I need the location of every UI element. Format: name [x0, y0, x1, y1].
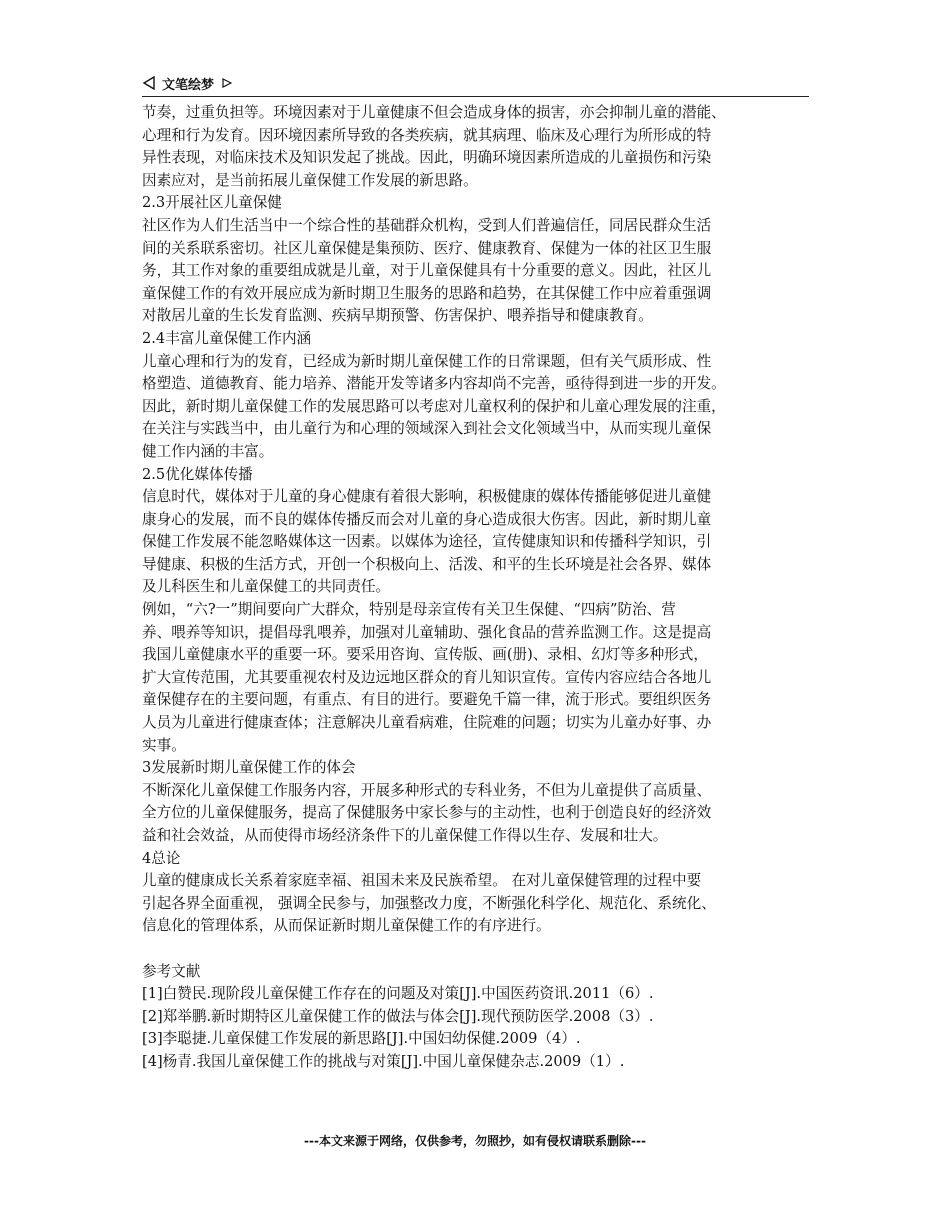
text-line: 不断深化儿童保健工作服务内容，开展多种形式的专科业务，不但为儿童提供了高质量、: [142, 781, 712, 799]
text-line: 引起各界全面重视， 强调全民参与，加强整改力度，不断强化科学化、规范化、系统化、: [142, 894, 716, 912]
text-line: 康身心的发展，而不良的媒体传播反而会对儿童的身心造成很大伤害。因此，新时期儿童: [142, 510, 712, 528]
text-line: 全方位的儿童保健服务，提高了保健服务中家长参与的主动性，也利于创造良好的经济效: [142, 804, 712, 822]
text-line: 因此，新时期儿童保健工作的发展思路可以考虑对儿童权利的保护和儿童心理发展的注重，: [142, 397, 726, 415]
references-heading: 参考文献: [142, 962, 201, 980]
section-heading: 2.5优化媒体传播: [142, 465, 253, 483]
section-heading: 2.3开展社区儿童保健: [142, 194, 282, 212]
text-line: 童保健存在的主要问题，有重点、有目的进行。要避免千篇一律，流于形式。要组织医务: [142, 691, 712, 709]
text-line: 间的关系联系密切。社区儿童保健是集预防、医疗、健康教育、保健为一体的社区卫生服: [142, 239, 712, 257]
section-heading: 2.4丰富儿童保健工作内涵: [142, 329, 312, 347]
reference-item: [2]郑举鹏.新时期特区儿童保健工作的做法与体会[J].现代预防医学.2008（3）.: [142, 1007, 654, 1025]
text-line: 务，其工作对象的重要组成就是儿童，对于儿童保健具有十分重要的意义。因此，社区儿: [142, 262, 712, 280]
reference-item: [1]白赞民.现阶段儿童保健工作存在的问题及对策[J].中国医药资讯.2011（6）.: [142, 985, 654, 1003]
text-line: 对散居儿童的生长发育监测、疾病早期预警、伤害保护、喂养指导和健康教育。: [142, 307, 653, 325]
text-line: 社区作为人们生活当中一个综合性的基础群众机构，受到人们普遍信任，同居民群众生活: [142, 216, 712, 234]
text-line: 信息化的管理体系，从而保证新时期儿童保健工作的有序进行。: [142, 917, 551, 935]
document-body: [142, 102, 814, 1074]
text-line: 节奏，过重负担等。环境因素对于儿童健康不但会造成身体的损害，亦会抑制儿童的潜能、: [142, 104, 726, 121]
text-line: 扩大宣传范围，尤其要重视农村及边远地区群众的育儿知识宣传。宣传内容应结合各地儿: [142, 668, 712, 686]
text-line: 我国儿童健康水平的重要一环。要采用咨询、宣传版、画(册)、录相、幻灯等多种形式，: [142, 646, 708, 664]
brand-name: 文笔绘梦: [162, 77, 215, 93]
blank-line: [142, 938, 814, 961]
section-heading: 3发展新时期儿童保健工作的体会: [142, 759, 356, 777]
text-line: 心理和行为发育。因环境因素所导致的各类疾病，就其病理、临床及心理行为所形成的特: [142, 126, 712, 144]
section-heading: 4总论: [142, 849, 181, 867]
text-line: 例如，“六?一”期间要向广大群众，特别是母亲宣传有关卫生保健、“四病”防治、营: [142, 601, 676, 619]
text-line: 导健康、积极的生活方式，开创一个积极向上、活泼、和平的生长环境是社会各界、媒体: [142, 555, 712, 573]
reference-item: [4]杨青.我国儿童保健工作的挑战与对策[J].中国儿童保健杂志.2009（1）.: [142, 1052, 625, 1070]
text-line: 因素应对，是当前拓展儿童保健工作发展的新思路。: [142, 171, 478, 189]
text-line: 及儿科医生和儿童保健工的共同责任。: [142, 578, 391, 596]
reference-item: [3]李聪捷.儿童保健工作发展的新思路[J].中国妇幼保健.2009（4）.: [142, 1030, 581, 1048]
text-line: 在关注与实践当中，由儿童行为和心理的领域深入到社会文化领域当中，从而实现儿童保: [142, 420, 712, 438]
text-line: 保健工作发展不能忽略媒体这一因素。以媒体为途径，宣传健康知识和传播科学知识，引: [142, 533, 712, 551]
footer-disclaimer: ---本文来源于网络，仅供参考，勿照抄，如有侵权请联系删除---: [304, 1134, 646, 1148]
text-line: 儿童心理和行为的发育，已经成为新时期儿童保健工作的日常课题，但有关气质形成、性: [142, 352, 712, 370]
text-line: 信息时代，媒体对于儿童的身心健康有着很大影响，积极健康的媒体传播能够促进儿童健: [142, 488, 712, 506]
right-triangle-icon: [222, 78, 232, 88]
text-line: 格塑造、道德教育、能力培养、潜能开发等诸多内容却尚不完善，亟待得到进一步的开发。: [142, 375, 726, 393]
page-header: [142, 72, 809, 97]
text-line: 益和社会效益，从而使得市场经济条件下的儿童保健工作得以生存、发展和壮大。: [142, 827, 668, 844]
brand: [142, 72, 809, 94]
text-line: 异性表现，对临床技术及知识发起了挑战。因此，明确环境因素所造成的儿童损伤和污染: [142, 149, 712, 167]
text-line: 健工作内涵的丰富。: [142, 442, 274, 460]
text-line: 儿童的健康成长关系着家庭幸福、祖国未来及民族希望。 在对儿童保健管理的过程中要: [142, 872, 702, 890]
text-line: 人员为儿童进行健康查体；注意解决儿童看病难，住院难的问题；切实为儿童办好事、办: [142, 714, 712, 732]
text-line: 养、喂养等知识，提倡母乳喂养，加强对儿童辅助、强化食品的营养监测工作。这是提高: [142, 623, 712, 641]
left-triangle-icon: [142, 76, 156, 90]
text-line: 童保健工作的有效开展应成为新时期卫生服务的思路和趋势，在其保健工作中应着重强调: [142, 284, 712, 302]
text-line: 实事。: [142, 736, 186, 754]
